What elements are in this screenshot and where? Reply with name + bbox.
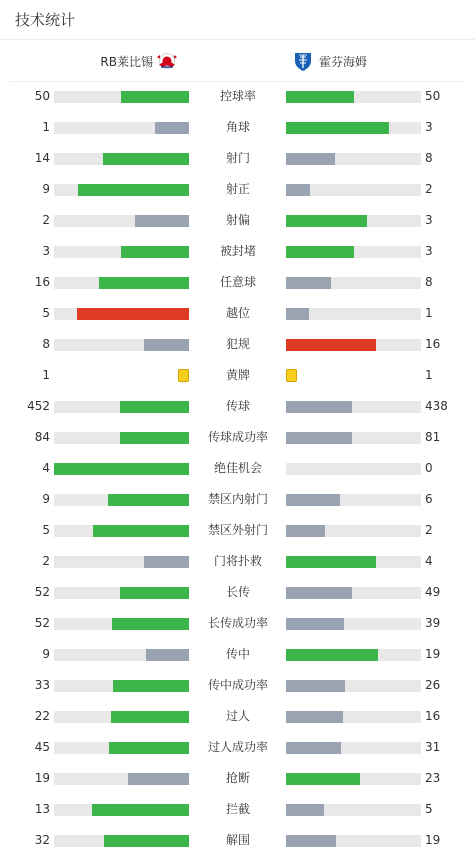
away-stat-value: 2 xyxy=(425,523,433,537)
away-stat-bar xyxy=(286,587,421,599)
away-stat-bar xyxy=(286,308,421,320)
home-stat-bar-fill xyxy=(120,587,189,599)
away-stat-bar xyxy=(286,122,421,134)
home-stat-value: 52 xyxy=(34,585,50,599)
home-stat-bar xyxy=(54,804,189,816)
home-stat-bar-fill xyxy=(121,246,189,258)
home-team-name: RB莱比锡 xyxy=(100,54,153,69)
stat-label: 长传成功率 xyxy=(207,616,268,630)
stat-row xyxy=(0,732,475,763)
away-stat-bar-fill xyxy=(286,525,325,537)
yellow-card-icon xyxy=(178,369,189,382)
home-stat-bar-fill xyxy=(111,711,189,723)
away-stat-value: 26 xyxy=(425,678,441,692)
home-stat-bar-fill xyxy=(78,184,189,196)
home-stat-bar xyxy=(54,277,189,289)
home-stat-value: 2 xyxy=(42,554,50,568)
home-stat-value: 1 xyxy=(42,368,50,382)
away-stat-bar xyxy=(286,773,421,785)
stat-row xyxy=(0,360,475,391)
stat-row xyxy=(0,267,475,298)
home-stat-bar-fill xyxy=(120,432,189,444)
home-stat-bar xyxy=(54,556,189,568)
away-stat-value: 23 xyxy=(425,771,441,785)
home-stat-value: 3 xyxy=(42,244,50,258)
stat-row xyxy=(0,608,475,639)
stat-row xyxy=(0,484,475,515)
home-stat-bar-fill xyxy=(108,494,189,506)
away-stat-bar-fill xyxy=(286,835,336,847)
away-stat-value: 8 xyxy=(425,275,433,289)
away-stat-value: 6 xyxy=(425,492,433,506)
home-stat-bar-fill xyxy=(103,153,189,165)
away-stat-bar-fill xyxy=(286,308,309,320)
stat-row xyxy=(0,639,475,670)
teams-bar xyxy=(10,41,465,82)
stat-label: 黄牌 xyxy=(225,368,250,382)
away-stat-value: 3 xyxy=(425,120,433,134)
home-stat-bar xyxy=(54,122,189,134)
home-stat-bar-fill xyxy=(144,556,189,568)
stat-label: 传球 xyxy=(225,399,250,413)
home-stat-bar-fill xyxy=(77,308,189,320)
home-stat-bar-fill xyxy=(99,277,189,289)
stat-label: 射门 xyxy=(225,151,250,165)
away-stat-bar-fill xyxy=(286,711,343,723)
home-stat-bar xyxy=(54,525,189,537)
home-stat-bar xyxy=(54,339,189,351)
home-stat-value: 19 xyxy=(34,771,50,785)
home-stat-value: 9 xyxy=(42,182,50,196)
stat-label: 过人成功率 xyxy=(207,740,268,754)
stats-header xyxy=(0,0,475,40)
rb-leipzig-logo-icon xyxy=(156,50,178,72)
home-stat-value: 452 xyxy=(27,399,50,413)
stat-label: 角球 xyxy=(225,120,250,134)
away-stat-value: 19 xyxy=(425,833,441,847)
home-stat-value: 22 xyxy=(34,709,50,723)
home-stat-value: 32 xyxy=(34,833,50,847)
away-stat-value: 438 xyxy=(425,399,448,413)
stat-label: 犯规 xyxy=(225,337,250,351)
stat-row xyxy=(0,112,475,143)
home-stat-bar-fill xyxy=(92,804,189,816)
away-stat-bar xyxy=(286,649,421,661)
home-stat-value: 9 xyxy=(42,647,50,661)
stat-row xyxy=(0,825,475,856)
away-stat-bar-fill xyxy=(286,246,354,258)
stat-label: 射正 xyxy=(225,182,250,196)
stat-row xyxy=(0,546,475,577)
stat-row xyxy=(0,391,475,422)
away-stat-value: 39 xyxy=(425,616,441,630)
away-stat-bar xyxy=(286,277,421,289)
away-stat-bar xyxy=(286,742,421,754)
away-stat-bar-fill xyxy=(286,587,352,599)
home-stat-bar xyxy=(54,215,189,227)
home-stat-bar xyxy=(54,649,189,661)
stat-label: 射偏 xyxy=(225,213,250,227)
home-stat-bar xyxy=(54,246,189,258)
away-stat-bar xyxy=(286,401,421,413)
stat-row xyxy=(0,670,475,701)
home-stat-bar xyxy=(54,401,189,413)
home-stat-value: 1 xyxy=(42,120,50,134)
stat-label: 禁区外射门 xyxy=(207,523,268,537)
away-stat-bar-fill xyxy=(286,432,352,444)
stat-label: 任意球 xyxy=(219,275,256,289)
home-stat-bar xyxy=(54,463,189,475)
home-stat-bar-fill xyxy=(121,91,189,103)
home-stat-value: 52 xyxy=(34,616,50,630)
home-stat-bar xyxy=(54,711,189,723)
home-stat-bar xyxy=(54,773,189,785)
away-stat-value: 3 xyxy=(425,244,433,258)
stat-label: 控球率 xyxy=(219,89,256,103)
away-stat-bar-fill xyxy=(286,773,360,785)
stat-row xyxy=(0,701,475,732)
away-stat-bar xyxy=(286,339,421,351)
stat-label: 抢断 xyxy=(225,771,250,785)
home-stat-bar xyxy=(54,680,189,692)
away-stat-bar xyxy=(286,618,421,630)
away-stat-bar-fill xyxy=(286,122,389,134)
away-stat-bar-fill xyxy=(286,649,378,661)
away-stat-bar xyxy=(286,804,421,816)
away-stat-bar-fill xyxy=(286,618,344,630)
away-stat-bar-fill xyxy=(286,494,340,506)
away-stat-bar-fill xyxy=(286,91,354,103)
stat-label: 传球成功率 xyxy=(207,430,268,444)
home-stat-bar xyxy=(54,432,189,444)
away-stat-bar xyxy=(286,215,421,227)
home-stat-value: 50 xyxy=(34,89,50,103)
away-stat-value: 3 xyxy=(425,213,433,227)
away-stat-value: 0 xyxy=(425,461,433,475)
away-stat-value: 4 xyxy=(425,554,433,568)
away-stat-bar xyxy=(286,680,421,692)
home-stat-value: 14 xyxy=(34,151,50,165)
home-stat-bar xyxy=(54,153,189,165)
away-stat-value: 1 xyxy=(425,368,433,382)
home-stat-bar-fill xyxy=(146,649,189,661)
away-team[interactable] xyxy=(292,41,367,81)
away-stat-bar-fill xyxy=(286,556,376,568)
away-stat-value: 49 xyxy=(425,585,441,599)
stat-row xyxy=(0,81,475,112)
stat-row xyxy=(0,329,475,360)
stat-row xyxy=(0,174,475,205)
away-stat-bar xyxy=(286,184,421,196)
away-stat-bar-fill xyxy=(286,804,324,816)
away-stat-bar xyxy=(286,432,421,444)
home-stat-value: 33 xyxy=(34,678,50,692)
away-stat-value: 16 xyxy=(425,709,441,723)
away-stat-value: 81 xyxy=(425,430,441,444)
away-stat-value: 19 xyxy=(425,647,441,661)
stat-label: 越位 xyxy=(225,306,250,320)
away-stat-value: 1 xyxy=(425,306,433,320)
home-stat-value: 2 xyxy=(42,213,50,227)
home-stat-bar-fill xyxy=(112,618,189,630)
home-stat-bar xyxy=(54,742,189,754)
stat-row xyxy=(0,236,475,267)
stat-label: 传中 xyxy=(225,647,250,661)
away-stat-bar-fill xyxy=(286,277,331,289)
stat-row xyxy=(0,205,475,236)
away-stat-bar-fill xyxy=(286,215,367,227)
home-stat-bar-fill xyxy=(93,525,189,537)
away-stat-bar xyxy=(286,711,421,723)
hoffenheim-logo-icon xyxy=(292,50,314,72)
home-stat-bar xyxy=(54,587,189,599)
stat-row xyxy=(0,794,475,825)
stat-label: 绝佳机会 xyxy=(213,461,262,475)
home-stat-bar xyxy=(54,308,189,320)
away-stat-bar xyxy=(286,153,421,165)
away-stat-value: 5 xyxy=(425,802,433,816)
home-stat-bar xyxy=(54,184,189,196)
home-stat-bar-fill xyxy=(120,401,189,413)
home-stat-bar-fill xyxy=(109,742,189,754)
home-stat-value: 4 xyxy=(42,461,50,475)
home-stat-bar-fill xyxy=(128,773,189,785)
home-stat-value: 9 xyxy=(42,492,50,506)
home-stat-bar-fill xyxy=(54,463,189,475)
away-stat-bar-fill xyxy=(286,339,376,351)
stat-row xyxy=(0,763,475,794)
away-stat-bar xyxy=(286,525,421,537)
stat-row xyxy=(0,515,475,546)
away-stat-bar-fill xyxy=(286,680,345,692)
home-stat-bar-fill xyxy=(104,835,189,847)
stat-label: 禁区内射门 xyxy=(207,492,268,506)
stat-label: 门将扑救 xyxy=(213,554,262,568)
away-stat-bar-fill xyxy=(286,742,341,754)
home-stat-bar-fill xyxy=(135,215,189,227)
away-stat-value: 16 xyxy=(425,337,441,351)
stat-row xyxy=(0,577,475,608)
stat-label: 解围 xyxy=(225,833,250,847)
away-stat-bar-fill xyxy=(286,184,310,196)
away-stat-bar xyxy=(286,463,421,475)
yellow-card-icon xyxy=(286,369,297,382)
away-stat-value: 2 xyxy=(425,182,433,196)
home-stat-value: 84 xyxy=(34,430,50,444)
away-stat-bar xyxy=(286,556,421,568)
stat-label: 拦截 xyxy=(225,802,250,816)
away-stat-bar xyxy=(286,246,421,258)
home-stat-value: 13 xyxy=(34,802,50,816)
stat-row xyxy=(0,453,475,484)
away-stat-value: 50 xyxy=(425,89,441,103)
home-stat-value: 45 xyxy=(34,740,50,754)
stat-label: 传中成功率 xyxy=(207,678,268,692)
away-stat-bar xyxy=(286,835,421,847)
home-stat-bar-fill xyxy=(113,680,189,692)
home-stat-value: 8 xyxy=(42,337,50,351)
home-stat-bar xyxy=(54,618,189,630)
stat-label: 过人 xyxy=(225,709,250,723)
home-stat-bar xyxy=(54,494,189,506)
page-title: 技术统计 xyxy=(15,11,76,29)
away-stat-bar xyxy=(286,494,421,506)
away-stat-value: 8 xyxy=(425,151,433,165)
stat-label: 长传 xyxy=(225,585,250,599)
home-stat-bar-fill xyxy=(144,339,189,351)
home-stat-value: 16 xyxy=(34,275,50,289)
home-team[interactable] xyxy=(100,41,178,81)
away-stat-bar-fill xyxy=(286,153,335,165)
stat-row xyxy=(0,143,475,174)
home-stat-bar xyxy=(54,91,189,103)
away-stat-value: 31 xyxy=(425,740,441,754)
away-stat-bar-fill xyxy=(286,401,352,413)
away-team-name: 霍芬海姆 xyxy=(319,54,368,69)
home-stat-value: 5 xyxy=(42,523,50,537)
away-stat-bar xyxy=(286,91,421,103)
stat-label: 被封堵 xyxy=(219,244,256,258)
stat-row xyxy=(0,422,475,453)
home-stat-bar xyxy=(54,835,189,847)
home-stat-bar-fill xyxy=(155,122,189,134)
stat-row xyxy=(0,298,475,329)
home-stat-value: 5 xyxy=(42,306,50,320)
